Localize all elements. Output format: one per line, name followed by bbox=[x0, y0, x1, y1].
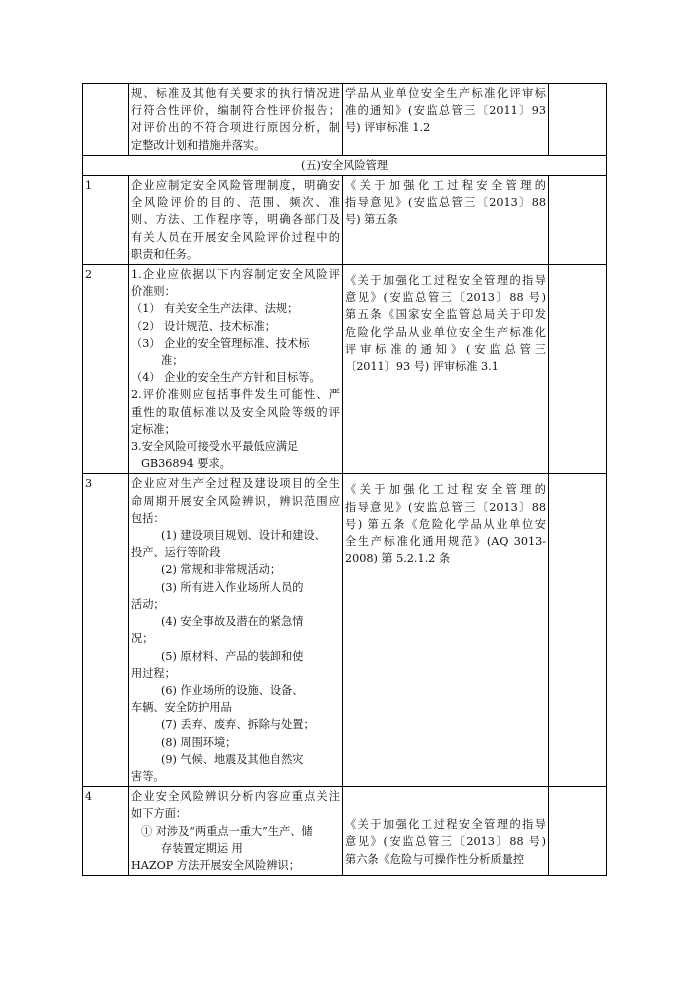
basis-cell: 《关于加强化工过程安全管理的 指导意见》(安监总管三〔2013〕88 号) 第五条《危险化学品从业单位安 全生产标准化通用规范》(AQ 3013- 2008) 第 5.2.1.2 条 bbox=[343, 474, 549, 787]
regulation-table bbox=[82, 83, 607, 876]
remark-cell bbox=[549, 84, 607, 156]
remark-cell bbox=[549, 265, 607, 474]
row-number: 4 bbox=[83, 787, 129, 876]
row-number bbox=[83, 84, 129, 156]
remark-cell bbox=[549, 176, 607, 265]
requirement-cell: 企业安全风险辨识分析内容应重点关注 如下方面： ① 对涉及“两重点一重大”生产、储 存装置定期运 用 HAZOP 方法开展安全风险辨识； bbox=[129, 787, 343, 876]
requirement-cell: 规、标准及其他有关要求的执行情况进 行符合性评价，编制符合性评价报告； 对评价出的不符合项进行原因分析，制 定整改计划和措施并落实。 bbox=[129, 84, 343, 156]
section-row bbox=[83, 155, 607, 175]
table-row bbox=[83, 787, 607, 876]
basis-cell: 《关于加强化工过程安全管理的指导 意见》(安监总管三〔2013〕88 号) 第六条《危险与可操作性分析质量控 bbox=[343, 787, 549, 876]
table-row bbox=[83, 474, 607, 787]
remark-cell bbox=[549, 474, 607, 787]
basis-cell: 《关于加强化工过程安全管理的 指导意见》(安监总管三〔2013〕88 号) 第五条 bbox=[343, 176, 549, 265]
requirement-cell: 1.企业应依据以下内容制定安全风险评 价准则： （1） 有关安全生产法律、法规； （2） 设计规范、技术标准； （3） 企业的安全管理标准、技术标 准； （4） 企业的安全生产方针和目标等。 2.评价准则应包括事件发生可能性、严 重性的取值标准以及安全风险等级的评 定标准； 3.安全风险可接受水平最低应满足 GB36894 要求。 bbox=[129, 265, 343, 474]
remark-cell bbox=[549, 787, 607, 876]
row-number: 3 bbox=[83, 474, 129, 787]
section-title: (五)安全风险管理 bbox=[83, 155, 607, 175]
table-row bbox=[83, 84, 607, 156]
table-row bbox=[83, 265, 607, 474]
table-row bbox=[83, 176, 607, 265]
basis-cell: 学品从业单位安全生产标准化评审标 准的通知》(安监总管三〔2011〕93 号) 评审标准 1.2 bbox=[343, 84, 549, 156]
row-number: 2 bbox=[83, 265, 129, 474]
requirement-cell: 企业应制定安全风险管理制度，明确安 全风险评价的目的、范围、频次、准 则、方法、工作程序等，明确各部门及 有关人员在开展安全风险评价过程中的 职责和任务。 bbox=[129, 176, 343, 265]
basis-cell: 《关于加强化工过程安全管理的指导 意见》(安监总管三〔2013〕88 号) 第五条《国家安全监管总局关于印发 危险化学品从业单位安全生产标准化 评审标准的通知》(安监总管三 〔2011〕93 号) 评审标准 3.1 bbox=[343, 265, 549, 474]
requirement-cell: 企业应对生产全过程及建设项目的全生 命周期开展安全风险辨识，辨识范围应 包括： (1) 建设项目规划、设计和建设、 投产、运行等阶段 (2) 常规和非常规活动； (3) 所有进入作业场所人员的 活动； (4) 安全事故及潜在的紧急情 况； (5) 原材料、产品的装卸和使 用过程； (6) 作业场所的设施、设备、 车辆、安全防护用品 (7) 丢弃、废弃、拆除与处置； (8) 周围环境； (9) 气候、地震及其他自然灾 害等。 bbox=[129, 474, 343, 787]
row-number: 1 bbox=[83, 176, 129, 265]
